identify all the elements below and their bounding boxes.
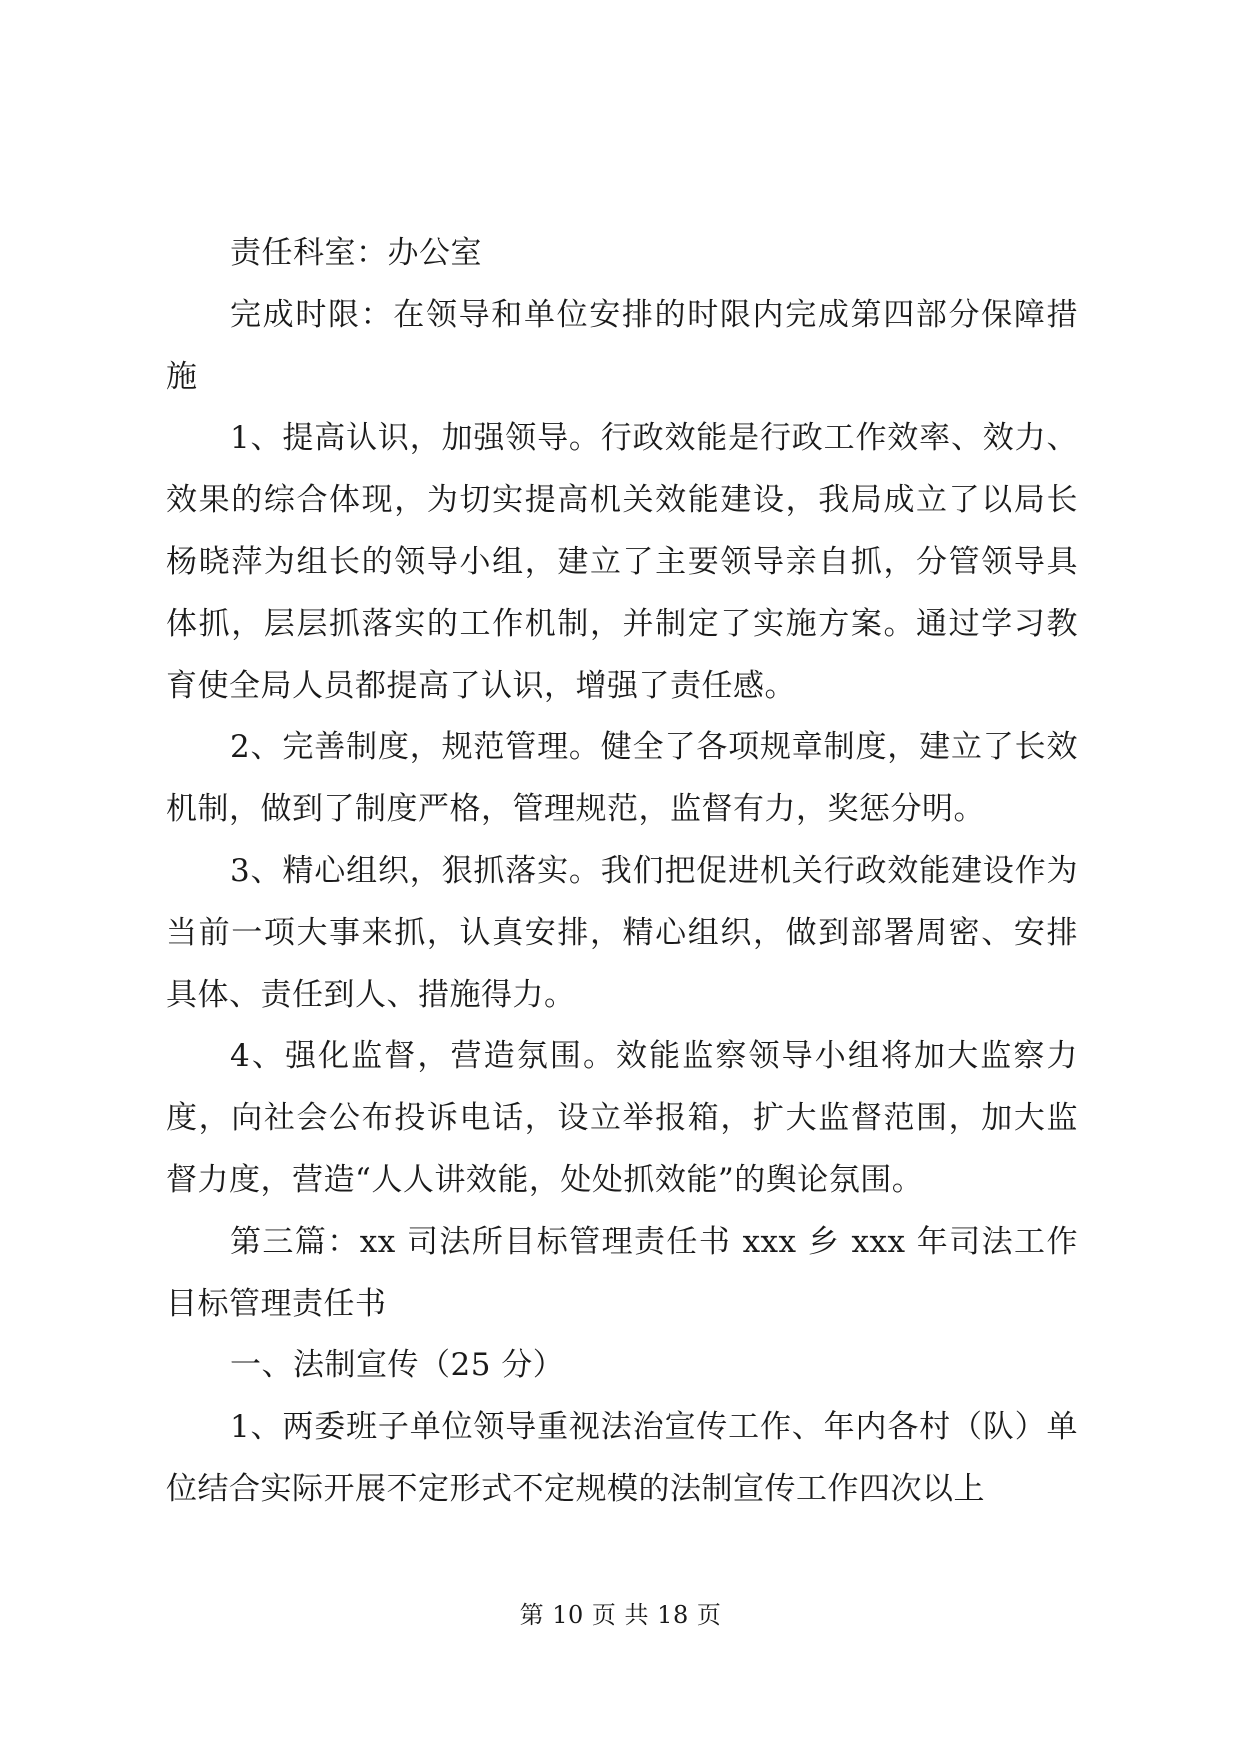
paragraph-responsible-office: 责任科室：办公室 [230, 235, 482, 271]
paragraph-measure-3: 3、精心组织，狠抓落实。我们把促进机关行政效能建设作为当前一项大事来抓，认真安排，精心组织，做到部署周密、安排具体、责任到人、措施得力。 [166, 852, 1078, 1013]
paragraph-measure-1: 1、提高认识，加强领导。行政效能是行政工作效率、效力、效果的综合体现，为切实提高机关效能建设，我局成立了以局长杨晓萍为组长的领导小组，建立了主要领导亲自抓，分管领导具体抓，层层抓落实的工作机制，并制定了实施方案。通过学习教育使全局人员都提高了认识，增强了责任感。 [166, 420, 1078, 704]
section-title-part-three: 第三篇：xx 司法所目标管理责任书 xxx 乡 xxx 年司法工作目标管理责任书 [166, 1223, 1078, 1322]
paragraph-measure-2: 2、完善制度，规范管理。健全了各项规章制度，建立了长效机制，做到了制度严格，管理规范，监督有力，奖惩分明。 [166, 729, 1078, 828]
paragraph-legal-publicity-1: 1、两委班子单位领导重视法治宣传工作、年内各村（队）单位结合实际开展不定形式不定规模的法制宣传工作四次以上 [166, 1409, 1078, 1507]
section-heading-legal-publicity: 一、法制宣传（25 分） [230, 1347, 565, 1384]
document-body [166, 223, 1078, 1521]
paragraph-measure-4: 4、强化监督，营造氛围。效能监察领导小组将加大监察力度，向社会公布投诉电话，设立举报箱，扩大监督范围，加大监督力度，营造“人人讲效能，处处抓效能”的舆论氛围。 [166, 1038, 1078, 1198]
page-number-footer: 第 10 页 共 18 页 [519, 1601, 722, 1629]
paragraph-deadline: 完成时限：在领导和单位安排的时限内完成第四部分保障措施 [166, 296, 1078, 395]
